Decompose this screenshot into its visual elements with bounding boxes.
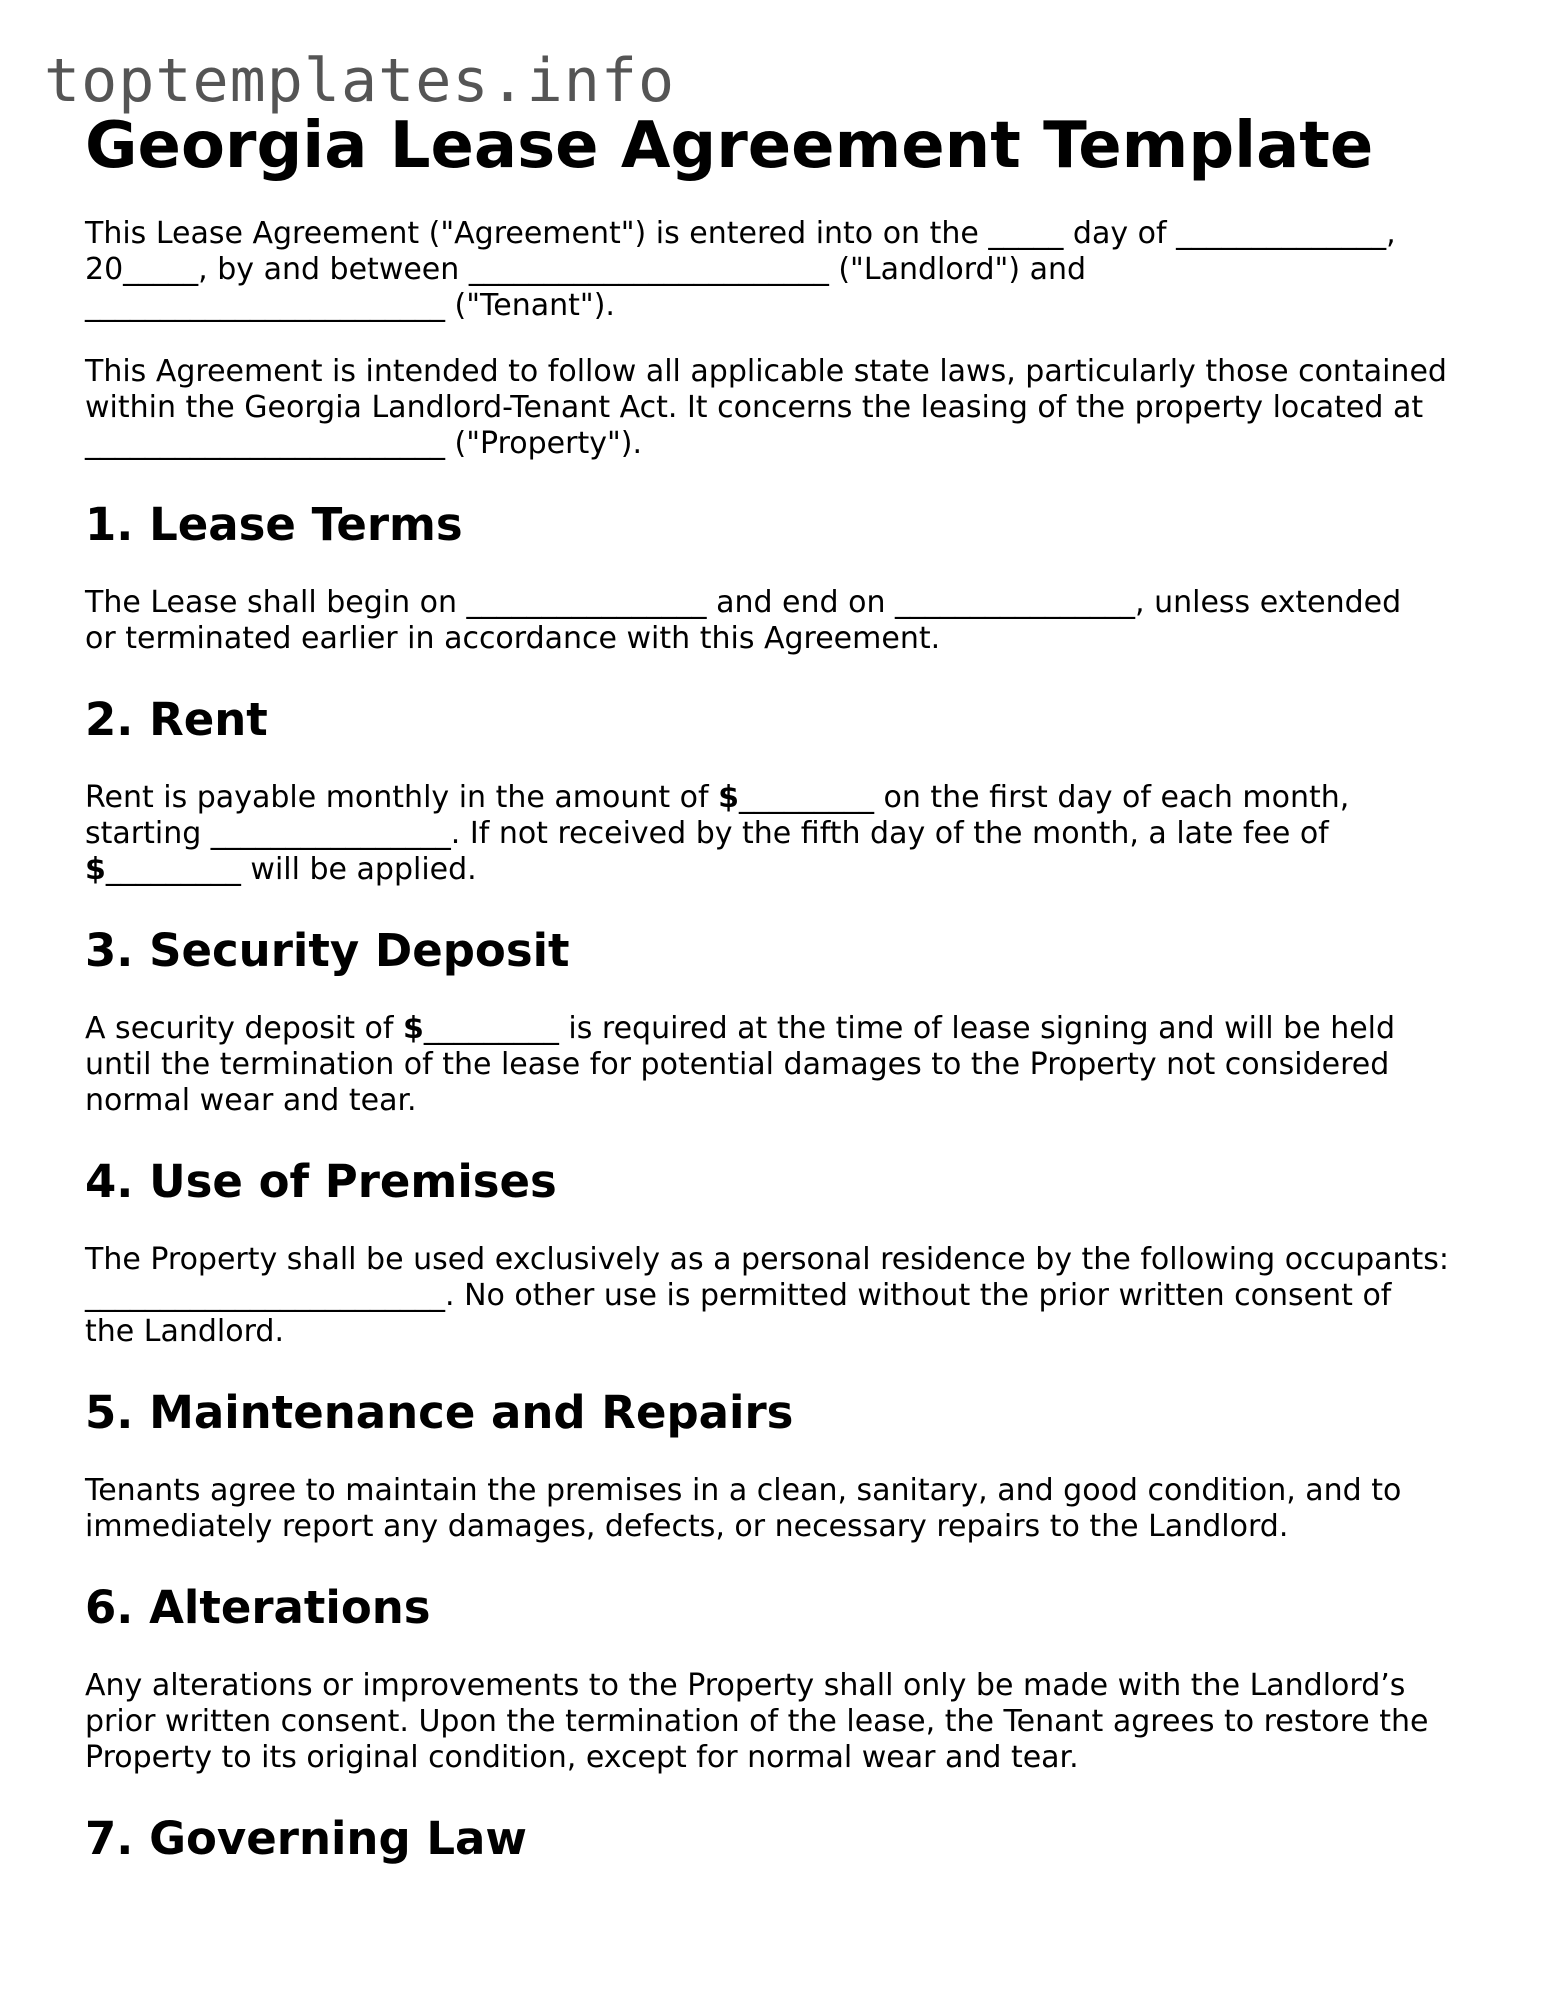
rent-dollar-sign: $ xyxy=(718,780,739,815)
deposit-line-1-end: _________ is required at the time of lease signing and will be held xyxy=(423,1011,1396,1046)
section-heading-security-deposit: 3. Security Deposit xyxy=(85,924,570,977)
deposit-line-2: until the termination of the lease for potential damages to the Property not considered xyxy=(85,1047,1390,1082)
section-heading-rent: 2. Rent xyxy=(85,693,268,746)
deposit-line-3: normal wear and tear. xyxy=(85,1083,417,1118)
intro-p1-line-3: ________________________ ("Tenant"). xyxy=(85,288,615,323)
section-text-rent xyxy=(85,780,1485,888)
maintenance-line-1: Tenants agree to maintain the premises in a clean, sanitary, and good condition, and to xyxy=(85,1473,1402,1508)
rent-line-1-start: Rent is payable monthly in the amount of xyxy=(85,780,719,815)
intro-paragraph-parties xyxy=(85,216,1485,324)
intro-p2-line-2: within the Georgia Landlord-Tenant Act. It concerns the leasing of the property located at xyxy=(85,390,1424,425)
late-fee-dollar-sign: $ xyxy=(85,852,106,887)
intro-p1-line-2: 20_____, by and between ________________________ ("Landlord") and xyxy=(85,252,1087,287)
premises-line-2: ________________________. No other use is permitted without the prior written consent of xyxy=(85,1278,1392,1313)
document-body xyxy=(85,106,1485,1867)
rent-line-1-end: _________ on the first day of each month, xyxy=(738,780,1350,815)
rent-line-2: starting ________________. If not received by the fifth day of the month, a late fee of xyxy=(85,816,1329,851)
section-heading-governing-law: 7. Governing Law xyxy=(85,1812,527,1865)
alterations-line-3: Property to its original condition, except for normal wear and tear. xyxy=(85,1740,1079,1775)
alterations-line-1: Any alterations or improvements to the Property shall only be made with the Landlord’s xyxy=(85,1668,1406,1703)
section-text-maintenance xyxy=(85,1473,1485,1545)
intro-p2-line-1: This Agreement is intended to follow all applicable state laws, particularly those contained xyxy=(85,354,1447,389)
maintenance-line-2: immediately report any damages, defects, or necessary repairs to the Landlord. xyxy=(85,1509,1289,1544)
section-text-lease-terms xyxy=(85,585,1485,657)
site-watermark: toptemplates.info xyxy=(44,46,676,116)
rent-line-3: _________ will be applied. xyxy=(105,852,477,887)
deposit-dollar-sign: $ xyxy=(403,1011,424,1046)
lease-terms-line-2: or terminated earlier in accordance with this Agreement. xyxy=(85,621,941,656)
section-heading-use-of-premises: 4. Use of Premises xyxy=(85,1155,557,1208)
section-heading-lease-terms: 1. Lease Terms xyxy=(85,498,463,551)
intro-paragraph-property xyxy=(85,354,1485,462)
alterations-line-2: prior written consent. Upon the termination of the lease, the Tenant agrees to restore the xyxy=(85,1704,1429,1739)
premises-line-3: the Landlord. xyxy=(85,1314,284,1349)
section-text-use-of-premises xyxy=(85,1242,1485,1350)
intro-p2-line-3: ________________________ ("Property"). xyxy=(85,426,643,461)
document-title: Georgia Lease Agreement Template xyxy=(85,109,1374,183)
deposit-line-1-start: A security deposit of xyxy=(85,1011,403,1046)
section-text-security-deposit xyxy=(85,1011,1485,1119)
section-heading-maintenance: 5. Maintenance and Repairs xyxy=(85,1386,794,1439)
premises-line-1: The Property shall be used exclusively as a personal residence by the following occupants: xyxy=(85,1242,1450,1277)
lease-terms-line-1: The Lease shall begin on ________________ and end on ________________, unless extended xyxy=(85,585,1402,620)
section-heading-alterations: 6. Alterations xyxy=(85,1581,431,1634)
section-text-alterations xyxy=(85,1668,1485,1776)
intro-p1-line-1: This Lease Agreement ("Agreement") is entered into on the _____ day of ______________, xyxy=(85,216,1396,251)
